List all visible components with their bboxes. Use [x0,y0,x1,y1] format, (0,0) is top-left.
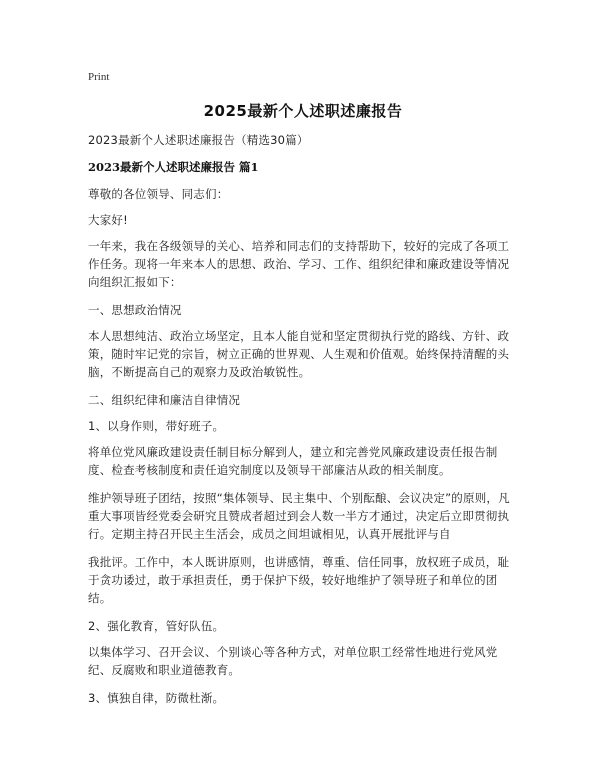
self-criticism-paragraph: 我批评。工作中，本人既讲原则，也讲感情，尊重、信任同事，放权班子成员，耻于贪功诿过，敢于承担责任，勇于保护下级，较好地维护了领导班子和单位的团结。 [88,555,510,605]
political-paragraph: 本人思想纯洁、政治立场坚定，且本人能自觉和坚定贯彻执行党的路线、方针、政策，随时牢记党的宗旨，树立正确的世界观、人生观和价值观。始终保持清醒的头脑，不断提高自己的观察力及政治敏锐性。 [88,329,510,379]
salutation: 尊敬的各位领导、同志们： [88,187,229,201]
document-subtitle: 2023最新个人述职述廉报告（精选30篇） [88,133,309,147]
heading-political: 一、思想政治情况 [88,303,182,317]
document-page [88,70,518,715]
document-title: 2025最新个人述职述廉报告 [203,102,403,120]
subheading-self-discipline: 3、慎独自律，防微杜渐。 [88,691,225,705]
unity-paragraph: 维护领导班子团结，按照“集体领导、民主集中、个别酝酿、会议决定”的原则，凡重大事项皆经党委会研究且赞成者超过到会人数一半方才通过，决定后立即贯彻执行。定期主持召开民主生活会，成员之间坦诚相见，认真开展批评与自 [88,491,510,541]
print-label: Print [88,71,110,83]
intro-paragraph: 一年来，我在各级领导的关心、培养和同志们的支持帮助下，较好的完成了各项工作任务。现将一年来本人的思想、政治、学习、工作、组织纪律和廉政建设等情况向组织汇报如下： [88,239,510,289]
subheading-lead-by-example: 1、以身作则，带好班子。 [88,419,225,433]
greeting: 大家好! [88,213,128,227]
education-paragraph: 以集体学习、召开会议、个别谈心等各种方式，对单位职工经常性地进行党风党纪、反腐败和职业道德教育。 [88,645,498,677]
heading-discipline: 二、组织纪律和廉洁自律情况 [88,393,241,407]
responsibility-paragraph: 将单位党风廉政建设责任制目标分解到人，建立和完善党风廉政建设责任报告制度、检查考核制度和责任追究制度以及领导干部廉洁从政的相关制度。 [88,445,498,477]
subheading-education: 2、强化教育，管好队伍。 [88,619,225,633]
section-heading: 2023最新个人述职述廉报告 篇1 [88,160,259,174]
